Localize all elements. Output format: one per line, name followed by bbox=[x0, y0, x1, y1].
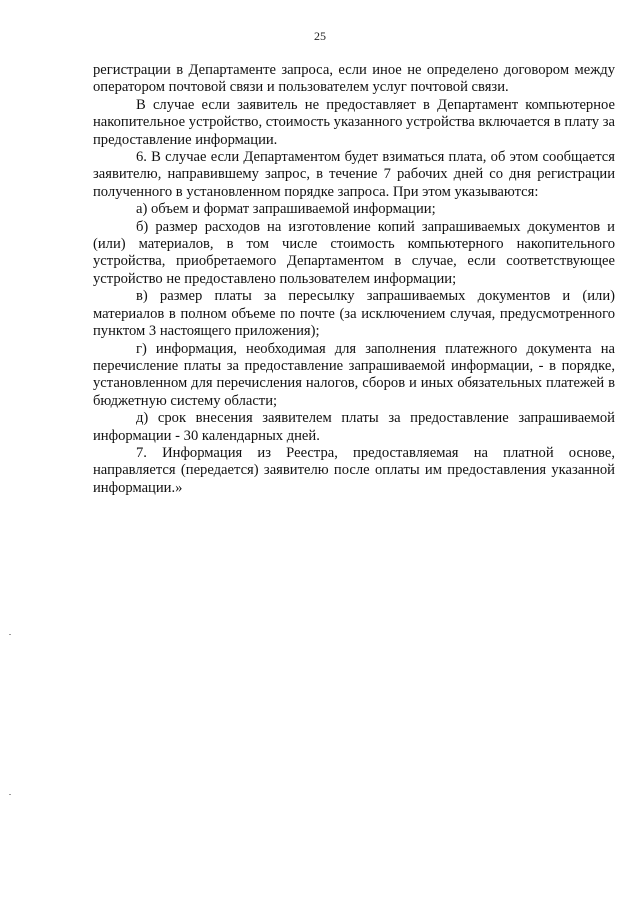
scan-mark bbox=[9, 794, 11, 795]
paragraph-item-6: 6. В случае если Департаментом будет взиматься плата, об этом сообщается заявителю, направившему запрос, в течение 7 рабочих дней со дня регистрации полученного в установленном порядке запроса. При этом указываются: bbox=[93, 149, 615, 200]
paragraph-storage-device-cost: В случае если заявитель не предоставляет в Департамент компьютерное накопительное устройство, стоимость указанного устройства включается в плату за предоставление информации. bbox=[93, 96, 615, 148]
list-item-b: б) размер расходов на изготовление копий запрашиваемых документов и (или) материалов, в том числе стоимость компьютерного накопительного устройства, приобретаемого Департаментом в случае, если соответствующее устройство не предоставлено пользователем информации; bbox=[93, 218, 615, 287]
list-item-v: в) размер платы за пересылку запрашиваемых документов и (или) материалов в полном объеме по почте (за исключением случая, предусмотренного пунктом 3 настоящего приложения); bbox=[93, 288, 615, 340]
scan-mark bbox=[9, 634, 11, 635]
page-number: 25 bbox=[314, 29, 326, 43]
paragraph-item-7: 7. Информация из Реестра, предоставляемая на платной основе, направляется (передается) заявителю после оплаты им предоставления указанной информации.» bbox=[93, 444, 615, 496]
list-item-d: д) срок внесения заявителем платы за предоставление запрашиваемой информации - 30 календарных дней. bbox=[93, 410, 615, 444]
body-text bbox=[93, 62, 615, 497]
paragraph-continuation: регистрации в Департаменте запроса, если иное не определено договором между оператором почтовой связи и пользователем услуг почтовой связи. bbox=[93, 62, 615, 96]
list-item-g: г) информация, необходимая для заполнения платежного документа на перечисление платы за предоставление запрашиваемой информации, - в порядке, установленном для перечисления налогов, сборов и иных обязательных платежей в бюджетную систему области; bbox=[93, 340, 615, 409]
list-item-a: а) объем и формат запрашиваемой информации; bbox=[136, 201, 436, 218]
